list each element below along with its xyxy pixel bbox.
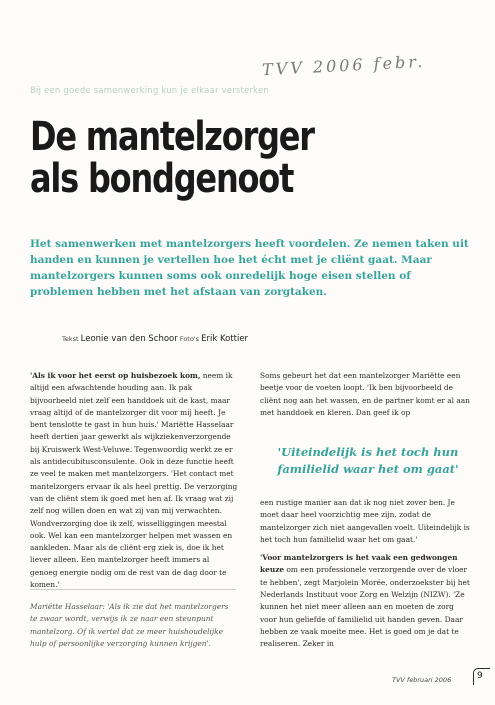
right-paragraph-1: Soms gebeurt het dat een mantelzorger Mariëtte een beetje voor de voeten loopt. 'Ik ben bijvoorbeeld de cliënt nog aan het wassen, en de partner komt er al aan met handdoek en kleren. Dan geef ik op — [260, 371, 470, 417]
lead-in-2: 'Voor mantelzorgers is het vaak een gedwongen keuze — [260, 553, 458, 575]
caption-divider — [30, 589, 236, 590]
left-column — [30, 370, 238, 591]
headline — [30, 116, 382, 200]
body-text-2: om een professionele verzorgende over de vloer te hebben', zegt Marjolein Morée, onderzoekster bij het Nederlands Instituut voor Zorg en Welzijn (NIZW). 'Ze kunnen het niet meer alleen aan en moeten de zorg voor hun geliefde of familielid uit handen geven. Daar hebben ze vaak moeite mee. Het is goed om je dat te realiseren. Zeker in — [260, 565, 470, 649]
lead-in: 'Als ik voor het eerst op huisbezoek kom, — [30, 371, 201, 380]
handwritten-note: TVV 2006 febr. — [261, 51, 426, 80]
headline-line-2: als bondgenoot — [30, 156, 294, 202]
photographer-name: Erik Kottier — [201, 334, 249, 344]
credits — [62, 334, 248, 344]
pull-quote: 'Uiteindelijk is het toch hun familielid waar het om gaat' — [277, 445, 459, 476]
page-number: 9 — [477, 671, 483, 681]
body-text: neem ik altijd een afwachtende houding aan. Ik pak bijvoorbeeld niet zelf een handdoek uit de kast, maar vraag altijd of de mantelzorger dit voor mij heeft. Je bent tenslotte te gast in hun huis.' Mariëtte Hasselaar heeft dertien jaar gewerkt als wijkziekenverzorgende bij Kruiswerk West-Veluwe. Tegenwoordig werkt ze er als antidecubitusconsulente. Ook in deze functie heeft ze veel te maken met mantelzorgers. 'Het contact met mantelzorgers ervaar ik als heel prettig. De verzorging van de cliënt stem ik goed met hen af. Ik vraag wat zij zelf nog willen doen en wat zij van mij verwachten. Wondverzorging doe ik zelf, wisselliggingen meestal ook. Wel kan een mantelzorger helpen met wassen en aankleden. Maar als de cliënt erg ziek is, doe ik het liever alleen. Een mantelzorger heeft immers al genoeg energie nodig om de rest van de dag door te komen.' — [30, 371, 238, 590]
text-label: Tekst — [62, 335, 79, 343]
headline-line-1: De mantelzorger — [30, 114, 314, 160]
right-paragraph-3 — [260, 552, 470, 650]
photo-label: Foto's — [179, 335, 200, 343]
photo-caption: Mariëtte Hasselaar: 'Als ik zie dat het mantelzorgers te zwaar wordt, verwijs ik ze naar een steunpunt mantelzorg. Of ik vertel dat ze meer huishoudelijke hulp of persoonlijke verzorging kunnen krijgen'. — [30, 602, 229, 648]
kicker: Bij een goede samenwerking kun je elkaar versterken — [30, 86, 270, 96]
right-column-bottom — [260, 497, 470, 651]
author-name: Leonie van den Schoor — [80, 334, 178, 344]
left-column-paragraph — [30, 370, 238, 591]
right-column-top — [260, 370, 470, 419]
publication-footer: TVV februari 2006 — [392, 676, 452, 684]
right-paragraph-2: een rustige manier aan dat ik nog niet zover ben. Je moet daar heel voorzichtig mee zijn, zodat de mantelzorger zich niet aangevallen voelt. Uiteindelijk is het toch hun familielid waar het om gaat.' — [260, 498, 470, 544]
intro-paragraph: Het samenwerken met mantelzorgers heeft voordelen. Ze nemen taken uit handen en kunnen je vertellen hoe het écht met je cliënt gaat. Maar mantelzorgers kunnen soms ook onredelijk hoge eisen stellen of problemen hebben met het afstaan van zorgtaken. — [30, 238, 469, 298]
